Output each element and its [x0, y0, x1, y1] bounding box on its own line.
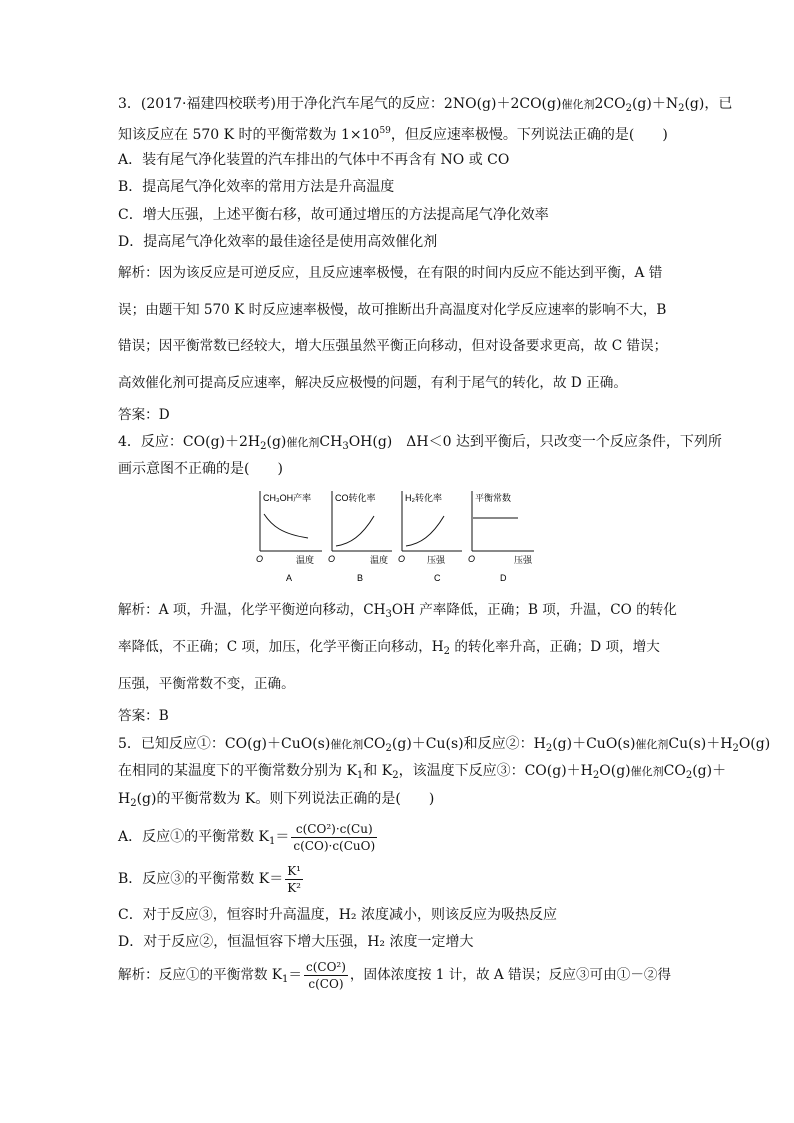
- q3-solution-line3: 错误；因平衡常数已经较大，增大压强虽然平衡正向移动，但对设备要求更高，故 C 错误；: [118, 338, 668, 354]
- graph-d: [468, 491, 534, 583]
- graph-a-xlabel: 温度: [296, 555, 315, 565]
- equilibrium-arrow: 催化剂: [286, 436, 320, 449]
- q5-stem-line3: $H_2(g)$的平衡常数为 K。则下列说法正确的是( ): [118, 791, 435, 809]
- q3-stem-line1: 3．(2017·福建四校联考)用于净化汽车尾气的反应：2NO(g)＋2CO(g)催化剂$2CO_2(g)+N_2(g)$，已: [118, 96, 733, 114]
- graph-a-ylabel: CH₃OH产率: [263, 493, 312, 503]
- q5-option-a-fraction: $\frac{\text{c(CO²)·c(Cu)}}{\text{c(CO)·c(CuO)}}$: [293, 821, 376, 853]
- graph-b: [328, 491, 392, 583]
- q5-option-b: B．反应③的平衡常数 K＝ $\frac{\text{K¹}}{\text{K²}}$: [118, 863, 301, 895]
- q4-solution-line3: 压强，平衡常数不变，正确。: [118, 676, 295, 692]
- q4-solution-line2: 率降低，不正确；C 项，加压，化学平衡正向移动，$H_2$ 的转化率升高，正确；D 项，增大: [118, 639, 660, 657]
- q5-number: 5．: [118, 736, 141, 752]
- graph-a-letter: A: [286, 573, 293, 583]
- q4-solution-line1: 解析：A 项，升温，化学平衡逆向移动，$CH_3OH$ 产率降低，正确；B 项，升温，CO 的转化: [118, 602, 677, 620]
- q4-answer: 答案：B: [118, 708, 169, 724]
- q5-solution-line1: 解析：反应①的平衡常数 $K_1=$ $\frac{\text{c(CO²)}}{c(CO)}$ ，固体浓度按 1 计，故 A 错误；反应③可由①－②得: [118, 960, 672, 991]
- graph-b-curve: [336, 516, 374, 546]
- q4-stem-line2: 画示意图不正确的是( ): [118, 461, 283, 477]
- q3-option-c: C．增大压强，上述平衡右移，故可通过增压的方法提高尾气净化效率: [118, 207, 549, 223]
- q5-option-d: D．对于反应②，恒温恒容下增大压强，H₂ 浓度一定增大: [118, 934, 474, 950]
- graph-c: [398, 491, 462, 583]
- graph-b-xlabel: 温度: [370, 555, 389, 565]
- graph-d-xlabel: 压强: [514, 555, 533, 565]
- graph-d-origin: O: [468, 554, 476, 564]
- q3-source: (2017·福建四校联考): [140, 96, 276, 112]
- q3-option-b: B．提高尾气净化效率的常用方法是升高温度: [118, 179, 395, 195]
- graph-d-letter: D: [500, 573, 507, 583]
- graph-a-origin: O: [256, 554, 264, 564]
- graph-a-curve: [264, 514, 308, 538]
- graph-b-letter: B: [357, 573, 364, 583]
- q3-option-a: A．装有尾气净化装置的汽车排出的气体中不再含有 NO 或 CO: [118, 152, 510, 168]
- q4-stem-line1: 4．反应：$CO(g)+2H_2(g)$催化剂$CH_3OH(g)$ ΔH＜0 达到平衡后，只改变一个反应条件，下列所: [118, 434, 722, 452]
- q3-solution-line1: 解析：因为该反应是可逆反应，且反应速率极慢，在有限的时间内反应不能达到平衡，A 错: [118, 265, 663, 281]
- q5-stem-line1: 5．已知反应①：CO(g)＋CuO(s)催化剂$CO_2(g)+Cu(s)$和反应②：$H_2(g)+CuO(s)$催化剂$Cu(s)+H_2O(g)$: [118, 736, 771, 754]
- q3-number: 3．: [118, 96, 141, 112]
- graph-b-ylabel: CO转化率: [335, 493, 376, 503]
- q4-graphs: [250, 486, 540, 586]
- q5-stem-line2: 在相同的某温度下的平衡常数分别为 $K_1$和 $K_2$，该温度下反应③：$CO(g)+H_2O(g)$催化剂$CO_2(g)+$: [118, 763, 727, 781]
- q3-solution-line4: 高效催化剂可提高反应速率，解决反应极慢的问题，有利于尾气的转化，故 D 正确。: [118, 375, 627, 391]
- graph-c-origin: O: [398, 554, 406, 564]
- equilibrium-arrow: 催化剂: [561, 98, 595, 111]
- graph-b-origin: O: [328, 554, 336, 564]
- q4-number: 4．: [118, 434, 141, 450]
- q3-answer: 答案：D: [118, 407, 170, 423]
- equilibrium-arrow: 催化剂: [330, 738, 364, 751]
- graph-c-xlabel: 压强: [427, 555, 446, 565]
- q3-stem-line2: 知该反应在 570 K 时的平衡常数为 $1\times 10^{59}$，但反应速率极慢。下列说法正确的是( ): [118, 126, 668, 143]
- graph-a: [256, 491, 322, 583]
- q3-option-d: D．提高尾气净化效率的最佳途径是使用高效催化剂: [118, 234, 438, 250]
- equilibrium-arrow: 催化剂: [630, 765, 664, 778]
- q4-graphs-svg: [250, 486, 540, 586]
- graph-c-letter: C: [434, 573, 441, 583]
- graph-c-ylabel: H₂转化率: [405, 493, 442, 503]
- equilibrium-arrow: 催化剂: [635, 738, 669, 751]
- graph-c-curve: [406, 516, 444, 546]
- graph-d-ylabel: 平衡常数: [475, 493, 512, 503]
- q5-solution-fraction: $\frac{\text{c(CO²)}}{c(CO)}$: [305, 960, 346, 991]
- q5-option-b-fraction: $\frac{\text{K¹}}{\text{K²}}$: [287, 863, 301, 895]
- q5-option-c: C．对于反应③，恒容时升高温度，H₂ 浓度减小，则该反应为吸热反应: [118, 907, 557, 923]
- q3-solution-line2: 误；由题干知 570 K 时反应速率极慢，故可推断出升高温度对化学反应速率的影响不大，B: [118, 302, 667, 318]
- q5-option-a: A．反应①的平衡常数 $K_1=$ $\frac{\text{c(CO²)·c(Cu)}}{\text{c(CO)·c(CuO)}}$: [118, 821, 376, 853]
